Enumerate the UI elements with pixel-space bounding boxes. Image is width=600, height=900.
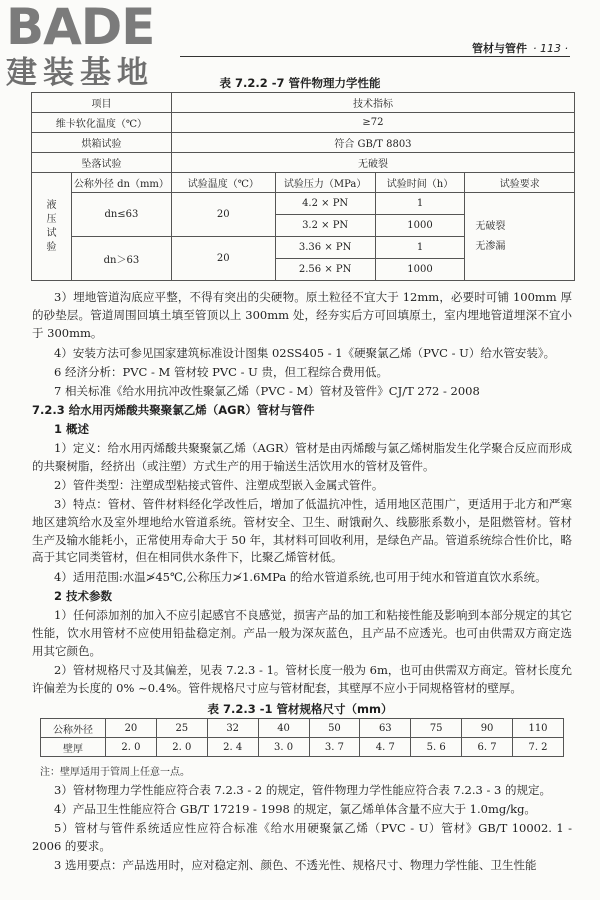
paragraph: 3）管材物理力学性能应符合表 7.2.3 - 2 的规定，管件物理力学性能应符合表 7.2.3 - 3 的规定。 — [54, 783, 551, 797]
table-cell: 2. 0 — [156, 738, 207, 757]
header-rule — [180, 56, 570, 57]
hydro-test-label: 液压试验 — [32, 173, 72, 281]
paragraph: 7 相关标准《给水用抗冲改性聚氯乙烯（PVC - M）管材及管件》CJ/T 272 - 2008 — [54, 384, 480, 398]
paragraph: 5）管材与管件系统适应性应符合标准《给水用硬聚氯乙烯（PVC - U）管材》GB/T 10002. 1 - 2006 的要求。 — [32, 821, 572, 853]
table-header-cell: 技术指标 — [171, 93, 574, 113]
table-cell: 7. 2 — [513, 738, 564, 757]
subsection-heading: 2 技术参数 — [54, 589, 113, 603]
table-cell: 20 — [171, 193, 275, 237]
paragraph: 3 选用要点：产品选用时，应对稳定剂、颜色、不透光性、规格尺寸、物理力学性能、卫生性能 — [54, 858, 537, 872]
table-cell: 2.56 × PN — [275, 259, 375, 281]
paragraph: 3）特点：管材、管件材料经化学改性后，增加了低温抗冲性，适用地区范围广，更适用于北方和严寒地区建筑给水及室外埋地给水管道系统。管材安全、卫生、耐饿耐久、线膨胀系数小，是阻燃管材。管材生产及输水能耗小，正常使用寿命大于 50 年，其材料可回收利用，是绿色产品。管道系统综合性价比，略高于其它同类管材，但在相同供水条件下，比聚乙烯管材低。 — [32, 497, 572, 565]
table-row — [32, 193, 575, 215]
table-cell: 5. 6 — [411, 738, 462, 757]
table-cell: 烘箱试验 — [32, 133, 172, 153]
table-header-cell: 试验时间（h） — [375, 173, 465, 193]
table-cell: dn≤63 — [71, 193, 171, 237]
table-header-cell: 公称外径 dn（mm） — [71, 173, 171, 193]
section-heading: 7.2.3 给水用丙烯酸共聚聚氯乙烯（AGR）管材与管件 — [32, 403, 315, 417]
table-cell: 4.2 × PN — [275, 193, 375, 215]
paragraph: 6 经济分析：PVC - M 管材较 PVC - U 贵，但工程综合费用低。 — [54, 365, 388, 379]
table-row — [41, 719, 564, 738]
paragraph: 4）安装方法可参见国家建筑标准设计图集 02SS405 - 1《硬聚氯乙烯（PVC - U）给水管安装》。 — [54, 346, 556, 360]
table-cell: 110 — [513, 719, 564, 738]
logo-subtitle: 建装基地 — [6, 55, 154, 91]
table-row — [32, 133, 575, 153]
table-cell: 3.36 × PN — [275, 237, 375, 259]
table-cell: 6. 7 — [462, 738, 513, 757]
paragraph: 2）管材规格尺寸及其偏差，见表 7.2.3 - 1。管材长度一般为 6m，也可由供需双方商定。管材长度允许偏差为长度的 0% ~0.4%。管件规格尺寸应与管材配套，其壁厚不应小于同规格管材的壁厚。 — [32, 663, 572, 695]
paragraph: 4）产品卫生性能应符合 GB/T 17219 - 1998 的规定，氯乙烯单体含量不应大于 1.0mg/kg。 — [54, 802, 536, 816]
requirement-no-rupture: 无破裂 — [475, 220, 506, 232]
table-cell: 1 — [375, 193, 465, 215]
table-header-cell: 公称外径 — [41, 719, 106, 738]
table-header-cell: 试验压力（MPa） — [275, 173, 375, 193]
table-cell: 90 — [462, 719, 513, 738]
table-cell: 2. 0 — [106, 738, 157, 757]
table-row — [32, 153, 575, 173]
running-header — [472, 40, 568, 56]
table-header-cell: 试验温度（℃） — [171, 173, 275, 193]
table-cell: 25 — [156, 719, 207, 738]
table-header-cell: 项目 — [32, 93, 172, 113]
table2-caption: 表 7.2.3 -1 管材规格尺寸（mm） — [207, 702, 393, 716]
table-cell: 63 — [360, 719, 411, 738]
paragraph: 3）埋地管道沟底应平整，不得有突出的尖硬物。原土粒径不宜大于 12mm，必要时可铺 100mm 厚的砂垫层。管道周围回填土填至管顶以上 300mm 处，经夯实后方可回填原土，室内埋地管道埋深不宜小于 300mm。 — [32, 290, 572, 340]
table-cell: 1000 — [375, 215, 465, 237]
section-title: 管材与管件 — [472, 42, 528, 55]
table-cell: 2. 4 — [207, 738, 258, 757]
paragraph: 1）定义：给水用丙烯酸共聚聚氯乙烯（AGR）管材是由丙烯酸与氯乙烯树脂发生化学聚合反应而形成的共聚树脂，经挤出（或注塑）方式生产的用于输送生活饮用水的管材及管件。 — [32, 441, 572, 473]
table-row — [32, 173, 575, 193]
table-row — [32, 113, 575, 133]
table-cell: 32 — [207, 719, 258, 738]
pipe-size-table — [40, 718, 564, 757]
table-cell: 3. 0 — [258, 738, 309, 757]
table-cell: 1000 — [375, 259, 465, 281]
logo-brand: BADE — [6, 0, 155, 56]
table-row — [32, 93, 575, 113]
table-cell: 40 — [258, 719, 309, 738]
table-cell: 维卡软化温度（℃） — [32, 113, 172, 133]
subsection-heading: 1 概述 — [54, 422, 90, 436]
requirement-no-leak: 无渗漏 — [475, 240, 506, 252]
paragraph: 4）适用范围:水温≯45℃,公称压力≯1.6MPa 的给水管道系统,也可用于纯水和管道直饮水系统。 — [54, 570, 547, 584]
paragraph: 1）任何添加剂的加入不应引起感官不良感觉，损害产品的加工和粘接性能及影响到本部分规定的其它性能，饮水用管材不应使用铅盐稳定剂。产品一般为深灰蓝色，且产品不应透光。也可由供需双方商定选用其它颜色。 — [32, 608, 572, 658]
table-cell: dn＞63 — [71, 237, 171, 281]
table1-caption: 表 7.2.2 -7 管件物理力学性能 — [219, 76, 381, 90]
test-requirement-cell — [465, 193, 575, 281]
table-cell: 75 — [411, 719, 462, 738]
paragraph: 2）管件类型：注塑成型粘接式管件、注塑成型嵌入金属式管件。 — [54, 478, 384, 492]
fittings-properties-table — [31, 92, 575, 281]
table-cell: 3.2 × PN — [275, 215, 375, 237]
table-row — [41, 738, 564, 757]
table-cell: 坠落试验 — [32, 153, 172, 173]
table-cell: 符合 GB/T 8803 — [171, 133, 574, 153]
table-cell: 20 — [106, 719, 157, 738]
table-note: 注：壁厚适用于管周上任意一点。 — [40, 767, 190, 778]
table-cell: 50 — [309, 719, 360, 738]
table-header-cell: 壁厚 — [41, 738, 106, 757]
table-cell: 1 — [375, 237, 465, 259]
table-cell: 无破裂 — [171, 153, 574, 173]
table-cell: 3. 7 — [309, 738, 360, 757]
table-cell: ≥72 — [171, 113, 574, 133]
table-cell: 4. 7 — [360, 738, 411, 757]
table-header-cell: 试验要求 — [465, 173, 575, 193]
table-cell: 20 — [171, 237, 275, 281]
page-number: · 113 · — [533, 42, 568, 55]
